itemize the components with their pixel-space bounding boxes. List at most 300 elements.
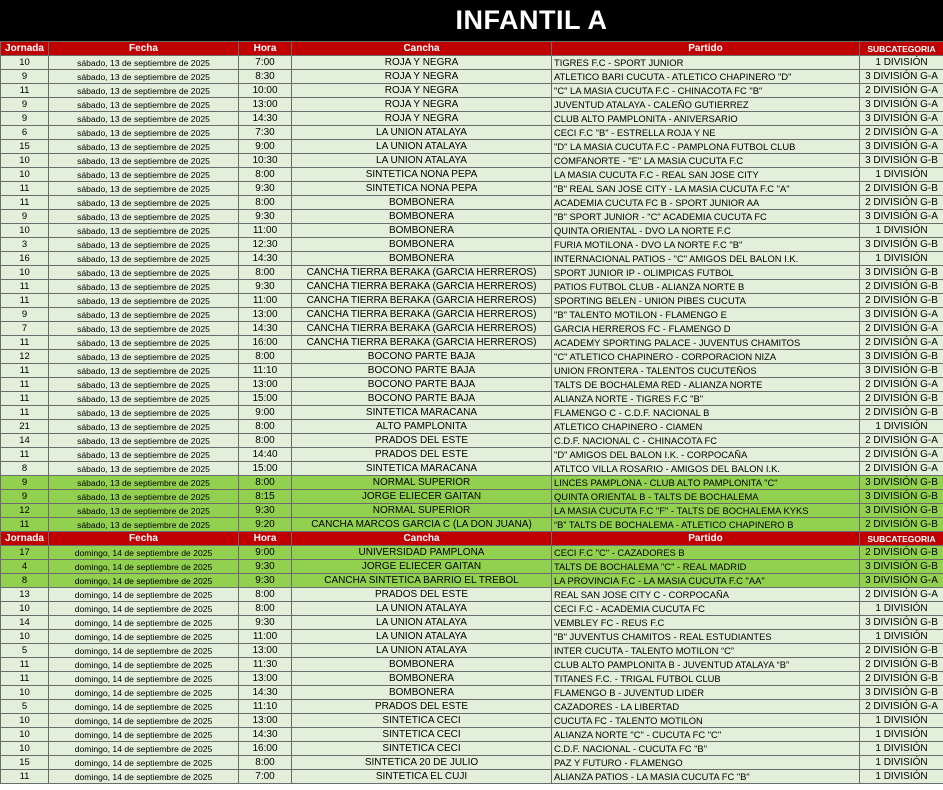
cell-cancha: ALTO PAMPLONITA (292, 420, 552, 434)
cell-hora: 15:00 (239, 462, 292, 476)
cell-partido: FURIA MOTILONA - DVO LA NORTE F.C "B" (552, 238, 860, 252)
cell-subcategoria: 2 DIVISIÓN G-B (860, 658, 943, 672)
cell-jornada: 12 (1, 350, 49, 364)
cell-cancha: JORGE ELIECER GAITAN (292, 490, 552, 504)
table-row (1, 588, 943, 602)
cell-fecha: domingo, 14 de septiembre de 2025 (49, 616, 239, 630)
cell-fecha: domingo, 14 de septiembre de 2025 (49, 728, 239, 742)
cell-fecha: sábado, 13 de septiembre de 2025 (49, 70, 239, 84)
cell-subcategoria: 2 DIVISIÓN G-B (860, 644, 943, 658)
cell-partido: ALIANZA NORTE "C" - CUCUTA FC "C" (552, 728, 860, 742)
cell-cancha: LA UNION ATALAYA (292, 154, 552, 168)
table-row (1, 98, 943, 112)
cell-hora: 13:00 (239, 644, 292, 658)
table-row (1, 168, 943, 182)
table-row (1, 560, 943, 574)
cell-partido: SPORT JUNIOR IP - OLIMPICAS FUTBOL (552, 266, 860, 280)
cell-jornada: 14 (1, 434, 49, 448)
cell-cancha: LA UNION ATALAYA (292, 602, 552, 616)
table-row (1, 728, 943, 742)
cell-hora: 8:00 (239, 266, 292, 280)
cell-fecha: domingo, 14 de septiembre de 2025 (49, 630, 239, 644)
cell-partido: "B" TALENTO MOTILON - FLAMENGO E (552, 308, 860, 322)
table-row (1, 602, 943, 616)
cell-partido: "C" LA MASIA CUCUTA F.C - CHINACOTA FC "B" (552, 84, 860, 98)
cell-subcategoria: 2 DIVISIÓN G-A (860, 84, 943, 98)
table-row (1, 238, 943, 252)
cell-subcategoria: 1 DIVISIÓN (860, 742, 943, 756)
cell-hora: 9:00 (239, 546, 292, 560)
schedule-table (0, 41, 943, 784)
cell-jornada: 17 (1, 546, 49, 560)
cell-fecha: sábado, 13 de septiembre de 2025 (49, 322, 239, 336)
cell-fecha: domingo, 14 de septiembre de 2025 (49, 658, 239, 672)
cell-subcategoria: 2 DIVISIÓN G-A (860, 462, 943, 476)
cell-fecha: sábado, 13 de septiembre de 2025 (49, 448, 239, 462)
cell-cancha: BOMBONERA (292, 252, 552, 266)
cell-cancha: ROJA Y NEGRA (292, 112, 552, 126)
cell-hora: 8:00 (239, 476, 292, 490)
cell-jornada: 10 (1, 686, 49, 700)
table-row (1, 406, 943, 420)
table-row (1, 448, 943, 462)
cell-jornada: 9 (1, 490, 49, 504)
cell-partido: TIGRES F.C - SPORT JUNIOR (552, 56, 860, 70)
cell-hora: 8:00 (239, 434, 292, 448)
cell-partido: ACADEMIA CUCUTA FC B - SPORT JUNIOR AA (552, 196, 860, 210)
cell-jornada: 11 (1, 392, 49, 406)
cell-jornada: 8 (1, 574, 49, 588)
cell-hora: 16:00 (239, 742, 292, 756)
cell-cancha: LA UNION ATALAYA (292, 644, 552, 658)
cell-partido: CECI F.C "C" - CAZADORES B (552, 546, 860, 560)
cell-fecha: domingo, 14 de septiembre de 2025 (49, 700, 239, 714)
table-row (1, 672, 943, 686)
cell-cancha: BOMBONERA (292, 672, 552, 686)
cell-jornada: 14 (1, 616, 49, 630)
cell-cancha: BOMBONERA (292, 224, 552, 238)
cell-jornada: 11 (1, 518, 49, 532)
cell-jornada: 10 (1, 714, 49, 728)
cell-partido: "D" LA MASIA CUCUTA F.C - PAMPLONA FUTBOL CLUB (552, 140, 860, 154)
table-row (1, 350, 943, 364)
cell-partido: "B" REAL SAN JOSE CITY - LA MASIA CUCUTA F.C "A" (552, 182, 860, 196)
cell-fecha: sábado, 13 de septiembre de 2025 (49, 182, 239, 196)
cell-partido: LINCES PAMPLONA - CLUB ALTO PAMPLONITA "C" (552, 476, 860, 490)
cell-partido: ATLTCO VILLA ROSARIO - AMIGOS DEL BALON I.K. (552, 462, 860, 476)
cell-jornada: 9 (1, 476, 49, 490)
cell-subcategoria: 3 DIVISIÓN G-A (860, 140, 943, 154)
cell-subcategoria: 1 DIVISIÓN (860, 756, 943, 770)
table-row (1, 112, 943, 126)
cell-fecha: sábado, 13 de septiembre de 2025 (49, 84, 239, 98)
cell-fecha: domingo, 14 de septiembre de 2025 (49, 644, 239, 658)
cell-hora: 13:00 (239, 714, 292, 728)
cell-partido: ATLETICO CHAPINERO - CIAMEN (552, 420, 860, 434)
cell-jornada: 4 (1, 560, 49, 574)
cell-partido: "C" ATLETICO CHAPINERO - CORPORACION NIZA (552, 350, 860, 364)
cell-subcategoria: 1 DIVISIÓN (860, 714, 943, 728)
cell-fecha: sábado, 13 de septiembre de 2025 (49, 476, 239, 490)
cell-subcategoria: 3 DIVISIÓN G-A (860, 98, 943, 112)
table-row (1, 490, 943, 504)
cell-subcategoria: 2 DIVISIÓN G-B (860, 196, 943, 210)
cell-partido: QUINTA ORIENTAL B - TALTS DE BOCHALEMA (552, 490, 860, 504)
cell-subcategoria: 3 DIVISIÓN G-B (860, 364, 943, 378)
cell-subcategoria: 3 DIVISIÓN G-A (860, 308, 943, 322)
table-header-row (1, 532, 943, 546)
table-row (1, 616, 943, 630)
cell-subcategoria: 3 DIVISIÓN G-A (860, 70, 943, 84)
table-row (1, 252, 943, 266)
cell-jornada: 8 (1, 462, 49, 476)
cell-jornada: 5 (1, 700, 49, 714)
cell-partido: C.D.F. NACIONAL C - CHINACOTA FC (552, 434, 860, 448)
cell-cancha: PRADOS DEL ESTE (292, 700, 552, 714)
cell-cancha: CANCHA TIERRA BERAKA (GARCIA HERREROS) (292, 294, 552, 308)
cell-jornada: 7 (1, 322, 49, 336)
cell-hora: 13:00 (239, 672, 292, 686)
cell-fecha: sábado, 13 de septiembre de 2025 (49, 406, 239, 420)
cell-hora: 15:00 (239, 392, 292, 406)
cell-cancha: BOCONO PARTE BAJA (292, 364, 552, 378)
cell-subcategoria: 3 DIVISIÓN G-B (860, 616, 943, 630)
cell-partido: FLAMENGO B - JUVENTUD LIDER (552, 686, 860, 700)
table-row (1, 518, 943, 532)
table-row (1, 504, 943, 518)
cell-fecha: sábado, 13 de septiembre de 2025 (49, 154, 239, 168)
cell-partido: ACADEMY SPORTING PALACE - JUVENTUS CHAMITOS (552, 336, 860, 350)
cell-hora: 8:00 (239, 350, 292, 364)
cell-hora: 8:00 (239, 196, 292, 210)
table-row (1, 476, 943, 490)
cell-jornada: 10 (1, 602, 49, 616)
cell-hora: 9:30 (239, 616, 292, 630)
cell-subcategoria: 1 DIVISIÓN (860, 630, 943, 644)
cell-jornada: 10 (1, 56, 49, 70)
cell-cancha: LA UNION ATALAYA (292, 126, 552, 140)
cell-fecha: sábado, 13 de septiembre de 2025 (49, 434, 239, 448)
cell-subcategoria: 1 DIVISIÓN (860, 420, 943, 434)
table-row (1, 686, 943, 700)
cell-jornada: 11 (1, 658, 49, 672)
cell-cancha: SINTETICA CECI (292, 728, 552, 742)
header-fecha: Fecha (49, 532, 239, 546)
table-row (1, 644, 943, 658)
cell-hora: 11:00 (239, 224, 292, 238)
cell-subcategoria: 2 DIVISIÓN G-B (860, 182, 943, 196)
cell-hora: 9:00 (239, 406, 292, 420)
cell-cancha: SINTETICA NONA PEPA (292, 182, 552, 196)
cell-fecha: domingo, 14 de septiembre de 2025 (49, 686, 239, 700)
cell-fecha: sábado, 13 de septiembre de 2025 (49, 504, 239, 518)
table-row (1, 378, 943, 392)
page-title-bar (0, 0, 943, 41)
cell-cancha: SINTETICA EL CUJI (292, 770, 552, 784)
cell-subcategoria: 3 DIVISIÓN G-B (860, 476, 943, 490)
cell-jornada: 11 (1, 672, 49, 686)
cell-subcategoria: 3 DIVISIÓN G-B (860, 266, 943, 280)
cell-subcategoria: 2 DIVISIÓN G-B (860, 392, 943, 406)
cell-fecha: domingo, 14 de septiembre de 2025 (49, 770, 239, 784)
cell-partido: "B" JUVENTUS CHAMITOS - REAL ESTUDIANTES (552, 630, 860, 644)
cell-fecha: sábado, 13 de septiembre de 2025 (49, 364, 239, 378)
cell-cancha: PRADOS DEL ESTE (292, 448, 552, 462)
cell-hora: 7:00 (239, 770, 292, 784)
cell-cancha: CANCHA SINTETICA BARRIO EL TREBOL (292, 574, 552, 588)
header-jornada: Jornada (1, 42, 49, 56)
table-header-row (1, 42, 943, 56)
cell-partido: FLAMENGO C - C.D.F. NACIONAL B (552, 406, 860, 420)
cell-hora: 14:30 (239, 112, 292, 126)
table-row (1, 770, 943, 784)
table-row (1, 224, 943, 238)
cell-partido: GARCIA HERREROS FC - FLAMENGO D (552, 322, 860, 336)
cell-fecha: domingo, 14 de septiembre de 2025 (49, 602, 239, 616)
cell-hora: 7:00 (239, 56, 292, 70)
cell-fecha: sábado, 13 de septiembre de 2025 (49, 462, 239, 476)
cell-subcategoria: 1 DIVISIÓN (860, 168, 943, 182)
table-row (1, 392, 943, 406)
cell-fecha: sábado, 13 de septiembre de 2025 (49, 112, 239, 126)
cell-cancha: NORMAL SUPERIOR (292, 504, 552, 518)
cell-subcategoria: 3 DIVISIÓN G-B (860, 154, 943, 168)
cell-jornada: 6 (1, 126, 49, 140)
table-row (1, 756, 943, 770)
table-row (1, 546, 943, 560)
cell-partido: REAL SAN JOSE CITY C - CORPOCAÑA (552, 588, 860, 602)
cell-cancha: BOCONO PARTE BAJA (292, 350, 552, 364)
cell-fecha: domingo, 14 de septiembre de 2025 (49, 756, 239, 770)
table-row (1, 280, 943, 294)
cell-jornada: 9 (1, 98, 49, 112)
cell-jornada: 9 (1, 308, 49, 322)
cell-partido: PATIOS FUTBOL CLUB - ALIANZA NORTE B (552, 280, 860, 294)
cell-partido: CECI F.C "B" - ESTRELLA ROJA Y NE (552, 126, 860, 140)
cell-cancha: SINTETICA CECI (292, 714, 552, 728)
cell-fecha: sábado, 13 de septiembre de 2025 (49, 168, 239, 182)
cell-hora: 9:20 (239, 518, 292, 532)
cell-cancha: ROJA Y NEGRA (292, 56, 552, 70)
cell-jornada: 11 (1, 280, 49, 294)
table-row (1, 308, 943, 322)
cell-subcategoria: 3 DIVISIÓN G-B (860, 560, 943, 574)
cell-cancha: BOMBONERA (292, 658, 552, 672)
header-hora: Hora (239, 42, 292, 56)
cell-fecha: sábado, 13 de septiembre de 2025 (49, 140, 239, 154)
header-cancha: Cancha (292, 42, 552, 56)
cell-cancha: SINTETICA NONA PEPA (292, 168, 552, 182)
table-row (1, 84, 943, 98)
header-cancha: Cancha (292, 532, 552, 546)
table-row (1, 182, 943, 196)
cell-subcategoria: 3 DIVISIÓN G-B (860, 238, 943, 252)
cell-subcategoria: 2 DIVISIÓN G-A (860, 322, 943, 336)
cell-jornada: 10 (1, 728, 49, 742)
cell-fecha: sábado, 13 de septiembre de 2025 (49, 490, 239, 504)
cell-cancha: LA UNION ATALAYA (292, 616, 552, 630)
cell-partido: JUVENTUD ATALAYA - CALEÑO GUTIERREZ (552, 98, 860, 112)
cell-jornada: 11 (1, 196, 49, 210)
table-row (1, 714, 943, 728)
header-hora: Hora (239, 532, 292, 546)
cell-partido: QUINTA ORIENTAL - DVO LA NORTE F.C (552, 224, 860, 238)
cell-subcategoria: 3 DIVISIÓN G-B (860, 504, 943, 518)
cell-fecha: sábado, 13 de septiembre de 2025 (49, 126, 239, 140)
table-row (1, 630, 943, 644)
cell-partido: TITANES F.C. - TRIGAL FUTBOL CLUB (552, 672, 860, 686)
cell-fecha: sábado, 13 de septiembre de 2025 (49, 56, 239, 70)
cell-jornada: 15 (1, 756, 49, 770)
cell-subcategoria: 3 DIVISIÓN G-B (860, 490, 943, 504)
cell-hora: 8:00 (239, 168, 292, 182)
cell-jornada: 11 (1, 294, 49, 308)
cell-hora: 11:30 (239, 658, 292, 672)
cell-fecha: domingo, 14 de septiembre de 2025 (49, 672, 239, 686)
cell-partido: VEMBLEY FC - REUS F.C (552, 616, 860, 630)
cell-hora: 14:30 (239, 728, 292, 742)
cell-partido: "B" SPORT JUNIOR - "C" ACADEMIA CUCUTA FC (552, 210, 860, 224)
cell-partido: CUCUTA FC - TALENTO MOTILON (552, 714, 860, 728)
header-partido: Partido (552, 532, 860, 546)
table-row (1, 70, 943, 84)
cell-fecha: sábado, 13 de septiembre de 2025 (49, 518, 239, 532)
cell-fecha: sábado, 13 de septiembre de 2025 (49, 98, 239, 112)
cell-cancha: BOMBONERA (292, 238, 552, 252)
cell-partido: CAZADORES - LA LIBERTAD (552, 700, 860, 714)
cell-hora: 9:30 (239, 280, 292, 294)
cell-fecha: sábado, 13 de septiembre de 2025 (49, 308, 239, 322)
cell-fecha: domingo, 14 de septiembre de 2025 (49, 588, 239, 602)
cell-subcategoria: 1 DIVISIÓN (860, 602, 943, 616)
table-row (1, 658, 943, 672)
cell-fecha: sábado, 13 de septiembre de 2025 (49, 238, 239, 252)
cell-cancha: ROJA Y NEGRA (292, 84, 552, 98)
cell-fecha: sábado, 13 de septiembre de 2025 (49, 280, 239, 294)
cell-cancha: CANCHA TIERRA BERAKA (GARCIA HERREROS) (292, 336, 552, 350)
cell-partido: “B” TALTS DE BOCHALEMA - ATLETICO CHAPINERO B (552, 518, 860, 532)
cell-cancha: SINTETICA MARACANA (292, 406, 552, 420)
cell-hora: 14:40 (239, 448, 292, 462)
cell-partido: ALIANZA PATIOS - LA MASIA CUCUTA FC "B" (552, 770, 860, 784)
cell-subcategoria: 1 DIVISIÓN (860, 252, 943, 266)
cell-cancha: SINTETICA CECI (292, 742, 552, 756)
cell-hora: 10:30 (239, 154, 292, 168)
cell-partido: INTERNACIONAL PATIOS - "C" AMIGOS DEL BALON I.K. (552, 252, 860, 266)
cell-fecha: sábado, 13 de septiembre de 2025 (49, 420, 239, 434)
cell-fecha: sábado, 13 de septiembre de 2025 (49, 294, 239, 308)
cell-hora: 8:00 (239, 756, 292, 770)
cell-partido: TALTS DE BOCHALEMA "C" - REAL MADRID (552, 560, 860, 574)
cell-hora: 9:30 (239, 182, 292, 196)
cell-subcategoria: 3 DIVISIÓN G-A (860, 210, 943, 224)
cell-partido: ATLETICO BARI CUCUTA - ATLETICO CHAPINERO "D" (552, 70, 860, 84)
cell-subcategoria: 3 DIVISIÓN G-A (860, 574, 943, 588)
cell-cancha: ROJA Y NEGRA (292, 70, 552, 84)
cell-cancha: SINTETICA 20 DE JULIO (292, 756, 552, 770)
table-row (1, 700, 943, 714)
cell-jornada: 11 (1, 770, 49, 784)
cell-partido: LA MASIA CUCUTA F.C - REAL SAN JOSE CITY (552, 168, 860, 182)
cell-partido: CECI F.C - ACADEMIA CUCUTA FC (552, 602, 860, 616)
cell-fecha: sábado, 13 de septiembre de 2025 (49, 350, 239, 364)
cell-hora: 8:00 (239, 588, 292, 602)
cell-jornada: 9 (1, 70, 49, 84)
cell-jornada: 11 (1, 84, 49, 98)
header-subcategoria: SUBCATEGORIA (860, 42, 943, 56)
cell-cancha: PRADOS DEL ESTE (292, 434, 552, 448)
cell-hora: 11:00 (239, 630, 292, 644)
table-row (1, 574, 943, 588)
cell-partido: ALIANZA NORTE - TIGRES F.C "B" (552, 392, 860, 406)
cell-subcategoria: 2 DIVISIÓN G-A (860, 126, 943, 140)
cell-hora: 16:00 (239, 336, 292, 350)
cell-fecha: sábado, 13 de septiembre de 2025 (49, 266, 239, 280)
cell-subcategoria: 2 DIVISIÓN G-A (860, 700, 943, 714)
cell-subcategoria: 1 DIVISIÓN (860, 770, 943, 784)
cell-subcategoria: 1 DIVISIÓN (860, 728, 943, 742)
cell-fecha: domingo, 14 de septiembre de 2025 (49, 574, 239, 588)
cell-hora: 10:00 (239, 84, 292, 98)
cell-subcategoria: 2 DIVISIÓN G-A (860, 448, 943, 462)
table-row (1, 56, 943, 70)
cell-subcategoria: 2 DIVISIÓN G-B (860, 280, 943, 294)
cell-jornada: 11 (1, 448, 49, 462)
cell-cancha: LA UNION ATALAYA (292, 140, 552, 154)
table-row (1, 742, 943, 756)
cell-subcategoria: 2 DIVISIÓN G-B (860, 406, 943, 420)
cell-subcategoria: 2 DIVISIÓN G-A (860, 378, 943, 392)
cell-fecha: sábado, 13 de septiembre de 2025 (49, 210, 239, 224)
cell-cancha: UNIVERSIDAD PAMPLONA (292, 546, 552, 560)
cell-subcategoria: 2 DIVISIÓN G-A (860, 588, 943, 602)
cell-hora: 11:00 (239, 294, 292, 308)
cell-hora: 13:00 (239, 308, 292, 322)
cell-subcategoria: 2 DIVISIÓN G-B (860, 518, 943, 532)
cell-jornada: 11 (1, 378, 49, 392)
cell-subcategoria: 2 DIVISIÓN G-B (860, 294, 943, 308)
cell-fecha: domingo, 14 de septiembre de 2025 (49, 742, 239, 756)
cell-hora: 13:00 (239, 378, 292, 392)
cell-jornada: 11 (1, 336, 49, 350)
table-row (1, 322, 943, 336)
cell-cancha: CANCHA TIERRA BERAKA (GARCIA HERREROS) (292, 280, 552, 294)
cell-subcategoria: 3 DIVISIÓN G-B (860, 350, 943, 364)
cell-fecha: domingo, 14 de septiembre de 2025 (49, 714, 239, 728)
cell-hora: 12:30 (239, 238, 292, 252)
cell-cancha: CANCHA TIERRA BERAKA (GARCIA HERREROS) (292, 322, 552, 336)
table-row (1, 154, 943, 168)
cell-subcategoria: 3 DIVISIÓN G-B (860, 686, 943, 700)
cell-partido: PAZ Y FUTURO - FLAMENGO (552, 756, 860, 770)
cell-cancha: CANCHA TIERRA BERAKA (GARCIA HERREROS) (292, 266, 552, 280)
table-row (1, 266, 943, 280)
cell-hora: 7:30 (239, 126, 292, 140)
cell-hora: 14:30 (239, 686, 292, 700)
table-row (1, 462, 943, 476)
cell-jornada: 11 (1, 406, 49, 420)
cell-subcategoria: 2 DIVISIÓN G-B (860, 672, 943, 686)
cell-cancha: BOMBONERA (292, 686, 552, 700)
cell-jornada: 9 (1, 210, 49, 224)
cell-hora: 9:30 (239, 560, 292, 574)
cell-fecha: sábado, 13 de septiembre de 2025 (49, 392, 239, 406)
cell-hora: 9:00 (239, 140, 292, 154)
cell-jornada: 16 (1, 252, 49, 266)
cell-jornada: 10 (1, 630, 49, 644)
cell-partido: SPORTING BELEN - UNION PIBES CUCUTA (552, 294, 860, 308)
table-row (1, 420, 943, 434)
